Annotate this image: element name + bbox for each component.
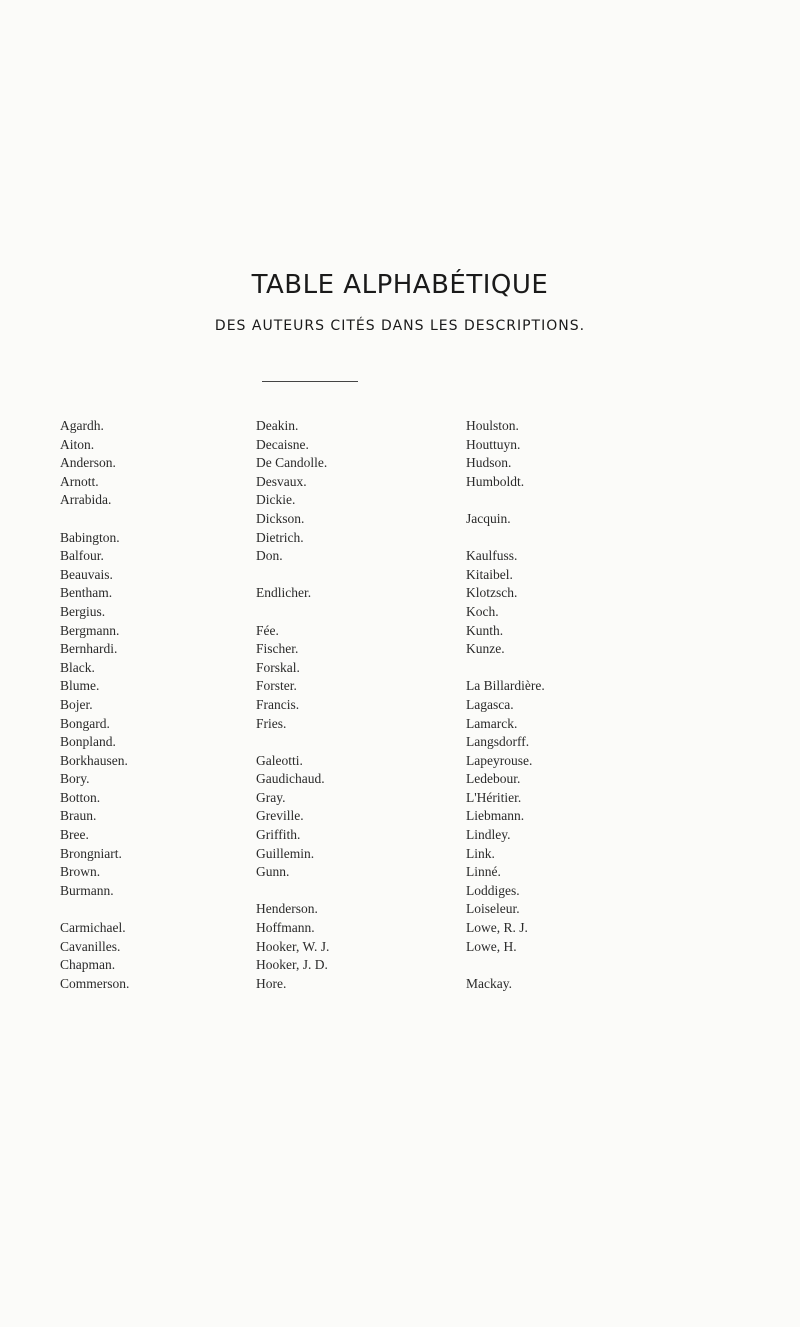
author-entry: Cavanilles. xyxy=(60,938,121,954)
author-entry xyxy=(256,566,329,585)
author-entry: Linné. xyxy=(466,864,501,880)
author-entry: L'Héritier. xyxy=(466,789,522,805)
author-entry: Kunth. xyxy=(466,622,504,638)
author-entry: Arrabida. xyxy=(60,492,112,508)
author-entry: Liebmann. xyxy=(466,808,525,824)
author-entry: Lapeyrouse. xyxy=(466,752,533,768)
author-entry: Balfour. xyxy=(60,548,104,564)
author-entry: Braun. xyxy=(60,808,97,824)
author-entry xyxy=(60,900,129,919)
author-entry: Bongard. xyxy=(60,715,110,731)
author-entry xyxy=(256,603,329,622)
author-entry: Koch. xyxy=(466,603,499,619)
author-entry: Bernhardi. xyxy=(60,641,118,657)
author-entry: Carmichael. xyxy=(60,920,126,936)
author-entry: Forskal. xyxy=(256,659,300,675)
author-entry: Gunn. xyxy=(256,864,290,880)
author-entry: Loddiges. xyxy=(466,882,520,898)
author-entry: Brongniart. xyxy=(60,845,122,861)
author-entry: Guillemin. xyxy=(256,845,315,861)
author-entry: Deakin. xyxy=(256,418,299,433)
author-entry: Bergmann. xyxy=(60,622,120,638)
author-entry: Mackay. xyxy=(466,975,512,991)
author-entry: Lowe, R. J. xyxy=(466,920,528,936)
author-entry: Humboldt. xyxy=(466,473,525,489)
author-entry: Bory. xyxy=(60,771,90,787)
author-entry: Gaudichaud. xyxy=(256,771,325,787)
author-entry: Griffith. xyxy=(256,827,301,843)
author-column-2 xyxy=(256,417,329,993)
author-entry: Jacquin. xyxy=(466,510,511,526)
author-entry: Desvaux. xyxy=(256,473,307,489)
author-entry: Langsdorff. xyxy=(466,734,530,750)
author-entry: Kitaibel. xyxy=(466,566,513,582)
author-column-1 xyxy=(60,417,129,993)
author-entry: Anderson. xyxy=(60,455,116,471)
author-entry: Chapman. xyxy=(60,957,116,973)
author-entry: Hoffmann. xyxy=(256,920,315,936)
author-entry: Agardh. xyxy=(60,418,104,433)
author-entry: Fée. xyxy=(256,622,279,638)
author-entry: Loiseleur. xyxy=(466,901,520,917)
author-entry: Gray. xyxy=(256,789,286,805)
author-entry: Hooker, W. J. xyxy=(256,938,330,954)
author-entry: Don. xyxy=(256,548,283,564)
author-entry xyxy=(466,659,545,678)
author-entry: Lagasca. xyxy=(466,696,514,712)
author-entry: Endlicher. xyxy=(256,585,312,601)
author-entry: Babington. xyxy=(60,529,120,545)
author-entry: Lowe, H. xyxy=(466,938,517,954)
author-entry: Bentham. xyxy=(60,585,113,601)
author-entry: Bergius. xyxy=(60,603,106,619)
author-entry: Greville. xyxy=(256,808,304,824)
author-entry: Aiton. xyxy=(60,436,95,452)
author-entry: La Billardière. xyxy=(466,678,545,694)
author-entry xyxy=(466,529,545,548)
author-entry: Borkhausen. xyxy=(60,752,128,768)
author-entry: Black. xyxy=(60,659,95,675)
author-entry: Bree. xyxy=(60,827,89,843)
author-entry: Henderson. xyxy=(256,901,318,917)
author-entry: Forster. xyxy=(256,678,297,694)
author-entry: Blume. xyxy=(60,678,100,694)
author-entry xyxy=(256,733,329,752)
author-entry: Lamarck. xyxy=(466,715,518,731)
author-entry: Botton. xyxy=(60,789,101,805)
author-entry: Brown. xyxy=(60,864,101,880)
author-entry: Hudson. xyxy=(466,455,512,471)
author-entry: Dickie. xyxy=(256,492,296,508)
author-entry: Dickson. xyxy=(256,510,305,526)
author-entry: Fries. xyxy=(256,715,287,731)
author-entry: Commerson. xyxy=(60,975,130,991)
author-entry: Francis. xyxy=(256,696,300,712)
author-entry: Hooker, J. D. xyxy=(256,957,328,973)
author-entry: De Candolle. xyxy=(256,455,328,471)
author-entry: Beauvais. xyxy=(60,566,113,582)
author-entry: Kunze. xyxy=(466,641,505,657)
author-column-3 xyxy=(466,417,545,993)
author-entry: Arnott. xyxy=(60,473,99,489)
divider xyxy=(262,381,358,382)
author-entry: Hore. xyxy=(256,975,287,991)
author-entry: Houttuyn. xyxy=(466,436,521,452)
author-entry: Bonpland. xyxy=(60,734,116,750)
author-entry xyxy=(60,510,129,529)
author-entry: Galeotti. xyxy=(256,752,303,768)
author-entry: Link. xyxy=(466,845,495,861)
author-entry xyxy=(466,491,545,510)
author-entry: Burmann. xyxy=(60,882,114,898)
author-entry: Kaulfuss. xyxy=(466,548,518,564)
author-entry: Decaisne. xyxy=(256,436,309,452)
author-entry: Lindley. xyxy=(466,827,511,843)
page-subtitle: DES AUTEURS CITÉS DANS LES DESCRIPTIONS. xyxy=(214,318,586,334)
page-title: TABLE ALPHABÉTIQUE xyxy=(251,270,549,300)
author-entry: Klotzsch. xyxy=(466,585,518,601)
author-entry: Houlston. xyxy=(466,418,519,433)
author-entry: Bojer. xyxy=(60,696,93,712)
author-entry: Fischer. xyxy=(256,641,299,657)
author-entry: Dietrich. xyxy=(256,529,304,545)
author-entry xyxy=(256,882,329,901)
author-entry: Ledebour. xyxy=(466,771,521,787)
author-entry xyxy=(466,956,545,975)
